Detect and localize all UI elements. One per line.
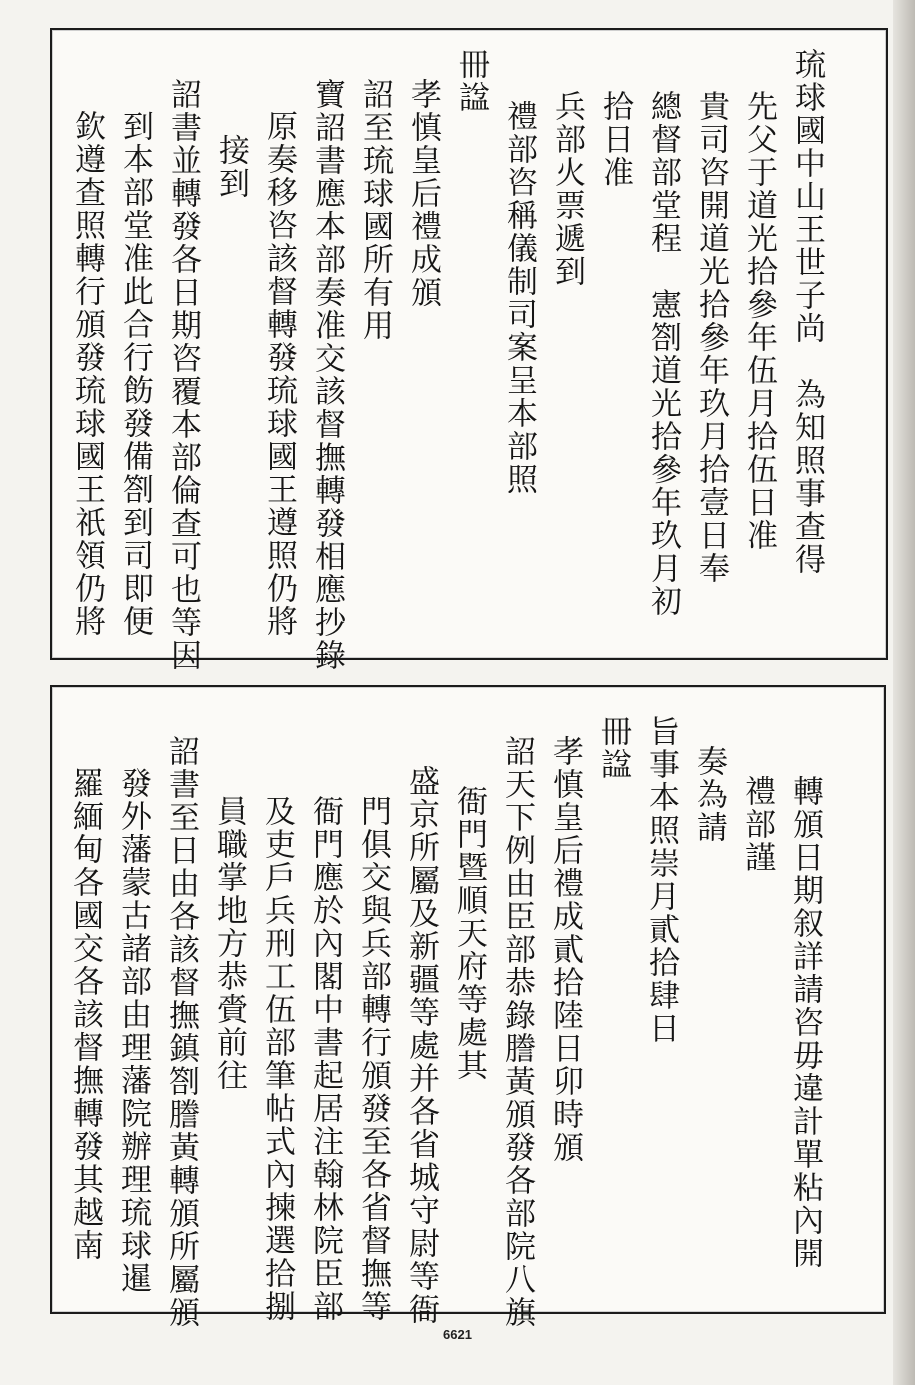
text-column: 羅緬甸各國交各該督撫轉發其越南 xyxy=(67,767,103,1262)
text-column: 發外藩蒙古諸部由理藩院辦理琉球暹 xyxy=(115,767,151,1295)
text-column: 禮部咨稱儀制司案呈本部照 xyxy=(501,100,537,496)
document-panel-bottom xyxy=(50,685,886,1329)
text-column: 及吏戶兵刑工伍部筆帖式內揀選拾捌 xyxy=(259,795,295,1323)
text-column: 盛京所屬及新疆等處并各省城守尉等衙 xyxy=(403,765,439,1326)
text-columns-bottom xyxy=(67,705,864,1329)
text-column: 欽遵查照轉行頒發琉球國王祇領仍將 xyxy=(69,110,105,638)
text-column: 禮部謹 xyxy=(739,775,775,874)
text-column: 拾日准 xyxy=(597,90,633,189)
text-column: 詔書至日由各該督撫鎮劄謄黃轉頒所屬頒 xyxy=(163,735,199,1329)
text-column: 衙門暨順天府等處其 xyxy=(451,785,487,1082)
text-column: 門俱交與兵部轉行頒發至各省督撫等 xyxy=(355,795,391,1323)
text-column: 奏為請 xyxy=(691,745,727,844)
text-column: 先父于道光拾參年伍月拾伍日准 xyxy=(741,90,777,552)
text-column: 到本部堂准此合行飭發備劄到司即便 xyxy=(117,110,153,638)
text-column: 貴司咨開道光拾參年玖月拾壹日奉 xyxy=(693,90,729,585)
text-column: 孝慎皇后禮成貳拾陸日卯時頒 xyxy=(547,735,583,1164)
book-spine-shadow xyxy=(893,0,915,1385)
text-columns-top xyxy=(69,48,866,672)
text-column: 寶詔書應本部奏准交該督撫轉發相應抄錄 xyxy=(309,78,345,672)
text-column: 員職掌地方恭賫前往 xyxy=(211,795,247,1092)
text-column: 總督部堂程 憲劄道光拾參年玖月初 xyxy=(645,90,681,618)
text-column: 孝慎皇后禮成頒 xyxy=(405,78,441,309)
text-column: 詔天下例由臣部恭錄謄黃頒發各部院八旗 xyxy=(499,735,535,1329)
text-column: 衙門應於內閣中書起居注翰林院臣部 xyxy=(307,795,343,1323)
text-column: 原奏移咨該督轉發琉球國王遵照仍將 xyxy=(261,110,297,638)
text-column: 接到 xyxy=(213,134,249,200)
text-column: 旨事本照崇月貳拾肆日 xyxy=(643,715,679,1045)
page-number: 6621 xyxy=(443,1327,472,1342)
document-panel-top xyxy=(50,28,888,672)
text-column: 轉頒日期叙詳請咨毋違計單粘內開 xyxy=(787,775,823,1270)
text-column: 冊諡 xyxy=(453,48,489,114)
text-column: 詔至琉球國所有用 xyxy=(357,78,393,342)
text-column: 詔書並轉發各日期咨覆本部倫查可也等因 xyxy=(165,78,201,672)
text-column: 兵部火票遞到 xyxy=(549,90,585,288)
text-column: 琉球國中山王世子尚 為知照事查得 xyxy=(789,48,825,576)
text-column: 冊諡 xyxy=(595,715,631,781)
